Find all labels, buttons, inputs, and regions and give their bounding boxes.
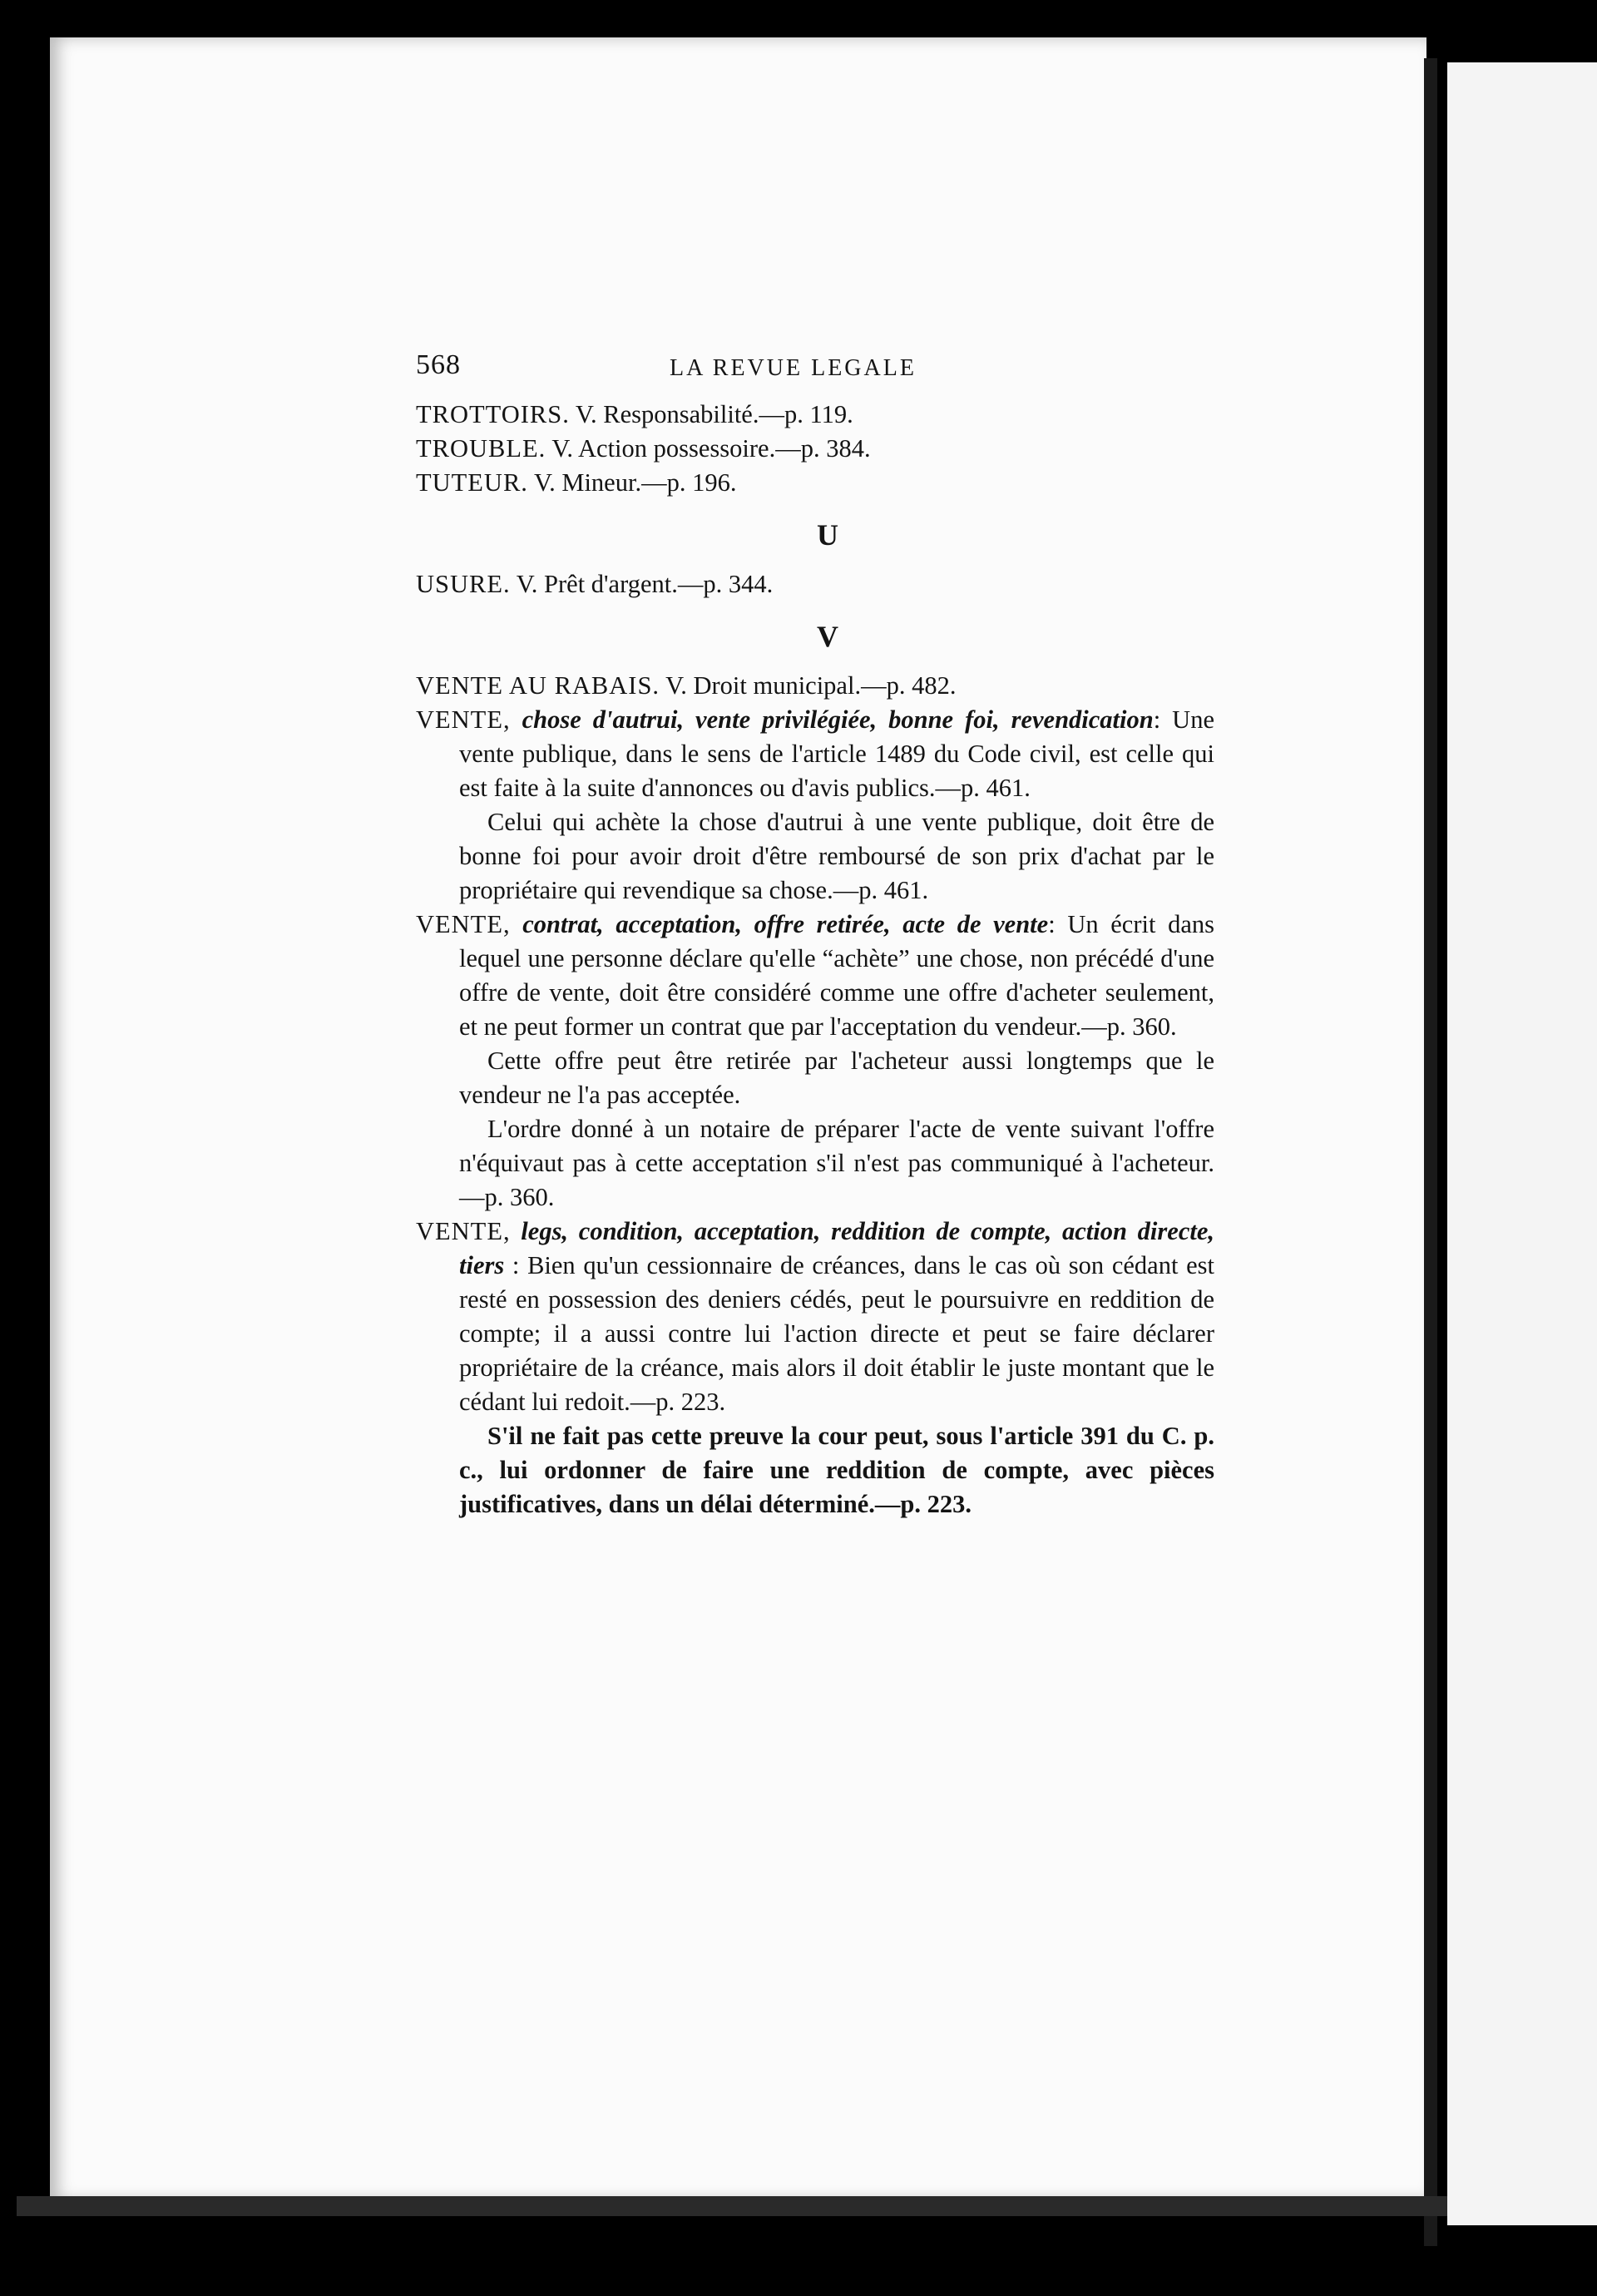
- index-entry-usure: [416, 567, 1214, 601]
- entry-subjects: legs, condition, acceptation, reddition de compte, action directe, tiers: [459, 1217, 1214, 1279]
- entry-paragraph: S'il ne fait pas cette preuve la cour peut, sous l'article 391 du C. p. c., lui ordonner de faire une reddition de compte, avec pièces justificatives, dans un délai déterminé.—p. 223.: [459, 1422, 1214, 1518]
- entry-keyword: TROTTOIRS.: [416, 400, 570, 428]
- entry-keyword: TROUBLE.: [416, 434, 546, 463]
- page-gutter: [1424, 58, 1437, 2246]
- page-bottom-edge: [17, 2196, 1447, 2216]
- page-number: 568: [416, 349, 461, 380]
- entry-text: V. Responsabilité.—p. 119.: [569, 400, 853, 428]
- entry-keyword: USURE.: [416, 570, 511, 598]
- page-header: [416, 348, 1214, 398]
- index-entry-trouble: [416, 432, 1214, 466]
- index-entry-tuteur: [416, 466, 1214, 500]
- index-entry-vente-au-rabais: [416, 669, 1214, 703]
- entry-text: V. Prêt d'argent.—p. 344.: [510, 570, 774, 598]
- entry-keyword: TUTEUR.: [416, 468, 528, 497]
- entry-subjects: contrat, acceptation, offre retirée, acte de vente: [510, 910, 1049, 938]
- index-entry-vente-chose-autrui: [416, 703, 1214, 805]
- section-letter-u: U: [817, 518, 838, 552]
- entry-subjects: chose d'autrui, vente privilégiée, bonne foi, revendication: [510, 705, 1154, 734]
- entry-keyword: VENTE,: [416, 1217, 511, 1245]
- index-entry-trottoirs: [416, 398, 1214, 432]
- index-entry-vente-contrat: [416, 908, 1214, 1044]
- entry-text: V. Action possessoire.—p. 384.: [546, 434, 871, 463]
- section-letter-v: V: [817, 620, 838, 653]
- entry-keyword: VENTE,: [416, 705, 511, 734]
- entry-text: V. Droit municipal.—p. 482.: [660, 671, 957, 700]
- entry-keyword: VENTE,: [416, 910, 511, 938]
- entry-text: : Bien qu'un cessionnaire de créances, dans le cas où son cédant est resté en possession des deniers cédés, peut le poursuivre en reddition de compte; il a aussi contre lui l'action directe et peut se faire déclarer propriétaire de la créance, mais alors il doit établir le juste montant que le cédant lui redoit.—p. 223.: [459, 1251, 1214, 1416]
- entry-keyword: VENTE AU RABAIS.: [416, 671, 660, 700]
- facing-page-edge: [1447, 62, 1597, 2225]
- entry-paragraph: Cette offre peut être retirée par l'acheteur aussi longtemps que le vendeur ne l'a pas acceptée.: [459, 1047, 1214, 1109]
- index-entry-vente-legs: [416, 1215, 1214, 1419]
- entry-text: : Une vente publique, dans le sens de l'article 1489 du Code civil, est celle qui est faite à la suite d'annonces ou d'avis publics.—p. 461.: [459, 705, 1215, 802]
- entry-text: V. Mineur.—p. 196.: [527, 468, 737, 497]
- entry-paragraph: L'ordre donné à un notaire de préparer l'acte de vente suivant l'offre n'équivaut pas à cette acceptation s'il n'est pas communiqué à l'acheteur.—p. 360.: [459, 1115, 1214, 1211]
- running-title: LA REVUE LEGALE: [670, 355, 917, 381]
- page-content: [416, 348, 1214, 1522]
- entry-text: : Un écrit dans lequel une personne déclare qu'elle “achète” une chose, non précédé d'une offre de vente, doit être considéré comme une offre d'acheter seulement, et ne peut former un contrat que par l'acceptation du vendeur.—p. 360.: [459, 910, 1214, 1041]
- entry-paragraph: Celui qui achète la chose d'autrui à une vente publique, doit être de bonne foi pour avoir droit d'être remboursé de son prix d'achat par le propriétaire qui revendique sa chose.—p. 461.: [459, 808, 1214, 904]
